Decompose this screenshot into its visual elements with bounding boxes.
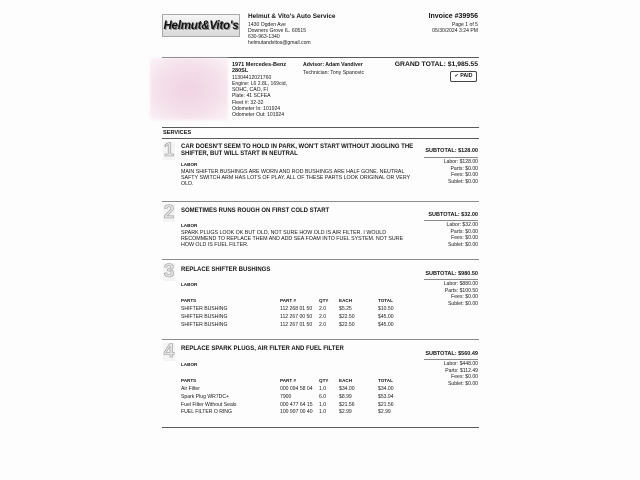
sublet-cost-label: Sublet: bbox=[447, 380, 464, 387]
table-row bbox=[0, 394, 640, 401]
divider bbox=[162, 138, 479, 139]
service-number: 3 bbox=[163, 261, 175, 282]
divider bbox=[162, 127, 479, 128]
parts-cost-value: $100.50 bbox=[459, 287, 478, 294]
col-part-number: PART # bbox=[280, 298, 296, 303]
service-title: REPLACE SHIFTER BUSHINGS bbox=[181, 267, 271, 273]
parts-cost-value: $0.00 bbox=[465, 165, 478, 172]
col-qty: QTY bbox=[319, 298, 329, 303]
parts-cost-value: $112.49 bbox=[459, 367, 478, 374]
labor-cost-value: $448.00 bbox=[459, 361, 478, 367]
shop-address-line1: 1430 Ogden Ave bbox=[248, 22, 286, 28]
labor-cost-value: $128.00 bbox=[459, 159, 478, 165]
sublet-cost-value: $0.00 bbox=[465, 300, 478, 307]
service-cost-summary bbox=[444, 159, 478, 185]
service-divider bbox=[162, 339, 479, 340]
service-divider bbox=[162, 201, 479, 202]
part-name: SHIFTER BUSHING bbox=[181, 322, 228, 328]
redacted-customer-area bbox=[150, 58, 228, 120]
fees-cost-value: $0.00 bbox=[465, 235, 478, 241]
subtotal-label: SUBTOTAL: bbox=[425, 351, 457, 357]
col-parts: PARTS bbox=[181, 378, 197, 383]
advisor: Advisor: Adam Vandiver bbox=[303, 62, 363, 68]
service-title: CAR DOESN'T SEEM TO HOLD IN PARK, WON'T START WITHOUT JIGGLING THE SHIFTER, BUT WILL START IN NEUTRAL bbox=[181, 144, 414, 157]
part-qty: 2.0 bbox=[319, 314, 327, 320]
part-each: $34.00 bbox=[339, 386, 355, 392]
part-qty: 2.0 bbox=[319, 306, 327, 312]
part-total: $34.00 bbox=[378, 386, 394, 392]
part-name: SHIFTER BUSHING bbox=[181, 306, 228, 312]
grand-total bbox=[395, 61, 478, 68]
part-qty: 1.0 bbox=[319, 409, 327, 415]
labor-cost-label: Labor: bbox=[446, 222, 461, 228]
part-name: SHIFTER BUSHING bbox=[181, 314, 228, 320]
part-number: 112 267 01 50 bbox=[280, 322, 313, 328]
parts-table-header bbox=[0, 297, 640, 304]
technician: Technician: Tony Spanovic bbox=[303, 69, 365, 76]
service-divider bbox=[162, 259, 479, 260]
subtotal-underline bbox=[424, 157, 478, 158]
sublet-cost bbox=[444, 179, 478, 186]
sublet-cost-label: Sublet: bbox=[447, 178, 464, 185]
invoice-page-count: Page 1 of 5 bbox=[451, 22, 478, 28]
part-number: 7900 bbox=[280, 394, 292, 400]
sublet-cost-label: Sublet: bbox=[447, 300, 464, 307]
sublet-cost-value: $0.00 bbox=[465, 380, 478, 387]
vehicle-engine: Engine: L6 2.8L, 169cid, bbox=[232, 80, 287, 87]
table-row bbox=[0, 386, 640, 393]
subtotal-label: SUBTOTAL: bbox=[425, 271, 457, 277]
subtotal-value: $128.00 bbox=[458, 148, 478, 154]
subtotal-underline bbox=[424, 359, 478, 360]
odometer-in: Odometer In: 101924 bbox=[232, 106, 281, 113]
sublet-cost-value: $0.00 bbox=[465, 178, 478, 185]
table-row bbox=[0, 322, 640, 329]
sublet-cost-label: Sublet: bbox=[447, 241, 464, 248]
labor-cost-value: $880.00 bbox=[459, 281, 478, 287]
col-part-number: PART # bbox=[280, 378, 296, 383]
parts-cost-label: Parts: bbox=[450, 228, 464, 235]
col-qty: QTY bbox=[319, 378, 329, 383]
labor-heading: LABOR bbox=[181, 282, 198, 287]
subtotal-underline bbox=[424, 220, 478, 221]
part-each: $2.99 bbox=[339, 409, 352, 415]
vehicle-model-variant: 280SL bbox=[232, 68, 249, 75]
labor-cost-label: Labor: bbox=[443, 361, 459, 367]
parts-cost-label: Parts: bbox=[450, 165, 464, 172]
subtotal-label: SUBTOTAL: bbox=[425, 148, 457, 154]
fees-cost-label: Fees: bbox=[451, 172, 464, 178]
part-name: Fuel Filter Without Seals bbox=[181, 402, 237, 408]
divider bbox=[162, 427, 479, 428]
vehicle-info bbox=[232, 62, 287, 119]
table-row bbox=[0, 402, 640, 409]
vehicle-plate: Plate: 41 SCFEA bbox=[232, 93, 271, 100]
service-description: MAIN SHIFTER BUSHINGS ARE WORN AND ROD BUSHINGS ARE HALF GONE. NEUTRAL SAFTY SWITCH ARM HAS LOTS OF PLAY. ALL OF THESE PARTS LOOK ORIGINAL OR VERY OLD. bbox=[181, 169, 411, 188]
part-number: 112 268 01 50 bbox=[280, 306, 313, 312]
table-row bbox=[0, 409, 640, 416]
subtotal-value: $560.49 bbox=[458, 351, 478, 357]
part-total: $10.50 bbox=[378, 306, 394, 312]
labor-heading: LABOR bbox=[181, 223, 198, 228]
service-title: REPLACE SPARK PLUGS, AIR FILTER AND FUEL FILTER bbox=[181, 346, 344, 352]
grand-total-label: GRAND TOTAL: bbox=[394, 61, 446, 68]
part-number: 000 094 58 04 bbox=[280, 386, 313, 392]
service-number: 1 bbox=[163, 140, 175, 161]
shop-address-line2: Downers Grove IL. 60515 bbox=[248, 28, 307, 34]
part-each: $22.50 bbox=[339, 322, 355, 328]
service-subtotal bbox=[428, 212, 478, 218]
services-heading: SERVICES bbox=[163, 130, 192, 136]
paid-label: PAID bbox=[460, 73, 473, 79]
part-qty: 1.0 bbox=[319, 386, 327, 392]
part-qty: 2.0 bbox=[319, 322, 327, 328]
table-row bbox=[0, 314, 640, 321]
grand-total-value: $1,985.55 bbox=[447, 61, 478, 68]
col-each: EACH bbox=[339, 378, 353, 383]
invoice-datetime: 05/30/2024 3:24 PM bbox=[432, 28, 478, 34]
part-qty: 1.0 bbox=[319, 402, 327, 408]
fees-cost-label: Fees: bbox=[451, 235, 464, 241]
service-subtotal bbox=[425, 148, 478, 154]
part-each: $8.99 bbox=[339, 394, 352, 400]
subtotal-underline bbox=[424, 279, 478, 280]
col-parts: PARTS bbox=[181, 298, 197, 303]
service-subtotal bbox=[425, 271, 478, 277]
sublet-cost bbox=[447, 242, 478, 249]
part-each: $22.50 bbox=[339, 314, 355, 320]
col-total: TOTAL bbox=[378, 298, 393, 303]
parts-cost-value: $0.00 bbox=[465, 228, 478, 235]
part-name: Spark Plug WR7DC+ bbox=[181, 394, 229, 400]
part-total: $2.99 bbox=[378, 409, 391, 415]
subtotal-value: $980.50 bbox=[458, 271, 478, 277]
labor-cost-label: Labor: bbox=[443, 159, 459, 165]
part-total: $53.94 bbox=[378, 394, 394, 400]
paid-badge bbox=[450, 71, 477, 82]
part-each: $21.56 bbox=[339, 402, 355, 408]
service-number: 2 bbox=[163, 202, 175, 223]
subtotal-label: SUBTOTAL: bbox=[428, 212, 460, 218]
part-total: $45.00 bbox=[378, 322, 394, 328]
check-icon: ✔ bbox=[454, 73, 459, 79]
service-title: SOMETIMES RUNS ROUGH ON FIRST COLD START bbox=[181, 208, 330, 214]
service-number: 4 bbox=[163, 341, 175, 362]
fees-cost-value: $0.00 bbox=[465, 172, 478, 178]
subtotal-value: $32.00 bbox=[461, 212, 478, 218]
labor-heading: LABOR bbox=[181, 162, 198, 167]
logo-text: Helmut&Vito's bbox=[163, 19, 239, 32]
vehicle-vin: 11304412021760 bbox=[232, 74, 272, 81]
part-qty: 6.0 bbox=[319, 394, 327, 400]
part-name: Air Filter bbox=[181, 386, 200, 392]
part-number: 100 997 00 40 bbox=[280, 409, 313, 415]
fees-cost-value: $0.00 bbox=[465, 294, 478, 300]
labor-cost-value: $32.00 bbox=[462, 222, 478, 228]
vehicle-fleet: Fleet #: 32-32 bbox=[232, 99, 264, 106]
parts-table-header bbox=[0, 377, 640, 384]
shop-logo bbox=[162, 14, 240, 37]
labor-cost-label: Labor: bbox=[443, 281, 459, 287]
odometer-out: Odometer Out: 101924 bbox=[232, 112, 285, 119]
part-each: $5.25 bbox=[339, 306, 352, 312]
shop-email: helmutandvitos@gmail.com bbox=[248, 40, 311, 46]
labor-heading: LABOR bbox=[181, 362, 198, 367]
part-total: $21.56 bbox=[378, 402, 394, 408]
shop-phone: 630-963-1340 bbox=[248, 34, 280, 40]
fees-cost-label: Fees: bbox=[451, 374, 464, 380]
parts-cost-label: Parts: bbox=[445, 367, 459, 374]
part-name: FUEL FILTER O RING bbox=[181, 409, 232, 415]
part-number: 000 477 64 15 bbox=[280, 402, 313, 408]
service-description: SPARK PLUGS LOOK OK BUT OLD, NOT SURE HOW OLD IS AIR FILTER. I WOULD RECOMMEND TO REPLACE THEM AND ADD SEA FOAM INTO FUEL SYSTEM. NOT SURE HOW OLD IS FUEL FILTER. bbox=[181, 230, 404, 249]
staff-info bbox=[303, 62, 364, 77]
vehicle-engine-detail: SOHC, CAO, FI bbox=[232, 87, 268, 94]
table-row bbox=[0, 306, 640, 313]
vehicle-model: 1971 Mercedes-Benz bbox=[232, 62, 287, 68]
service-cost-summary bbox=[447, 222, 478, 248]
part-number: 112 267 00 50 bbox=[280, 314, 313, 320]
fees-cost-label: Fees: bbox=[451, 294, 464, 300]
invoice-number: Invoice #39956 bbox=[428, 13, 478, 20]
parts-cost-label: Parts: bbox=[444, 287, 459, 294]
service-subtotal bbox=[425, 351, 478, 357]
col-each: EACH bbox=[339, 298, 353, 303]
shop-name: Helmut & Vito's Auto Service bbox=[248, 13, 336, 20]
part-total: $45.00 bbox=[378, 314, 394, 320]
fees-cost-value: $0.00 bbox=[465, 374, 478, 380]
sublet-cost-value: $0.00 bbox=[465, 241, 478, 248]
col-total: TOTAL bbox=[378, 378, 393, 383]
